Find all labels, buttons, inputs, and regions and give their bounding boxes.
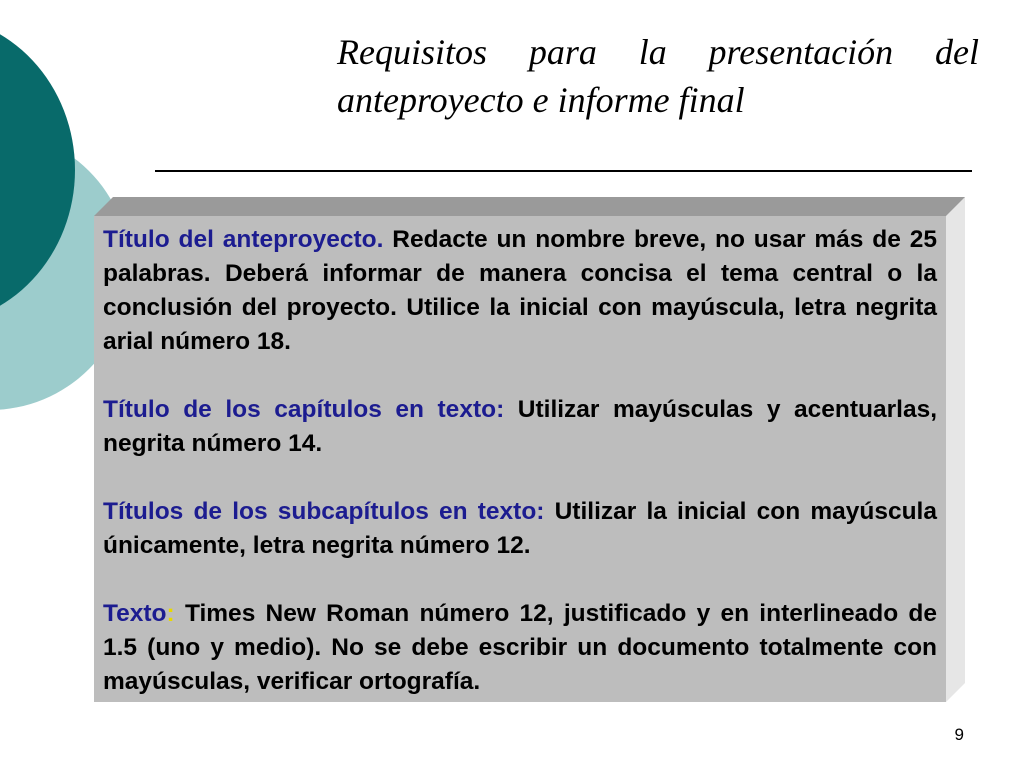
requirement-titulos-subcapitulos (103, 495, 937, 563)
requirement-texto (103, 597, 937, 699)
requirement-titulo-anteproyecto (103, 223, 937, 359)
page-number: 9 (954, 725, 964, 744)
requirement-term: Título de los capítulos en texto: (103, 396, 505, 423)
requirement-text: Utilizar la inicial con mayúscula únicamente, letra negrita número 12. (103, 498, 937, 559)
requirement-term: Texto (103, 600, 167, 627)
requirement-term-suffix: : (166, 600, 175, 627)
requirement-text: Redacte un nombre breve, no usar más de 25 palabras. Deberá informar de manera concisa el tema central o la conclusión del proyecto. Utilice la inicial con mayúscula, letra negrita arial número 18. (103, 226, 937, 355)
slide-title: Requisitos para la presentación del anteproyecto e informe final (337, 32, 979, 120)
content-box-top-bevel (94, 197, 965, 216)
requirement-text: Utilizar mayúsculas y acentuarlas, negrita número 14. (103, 396, 937, 457)
content-box (94, 216, 946, 702)
requirement-term: Títulos de los subcapítulos en texto: (103, 498, 545, 525)
requirement-term: Título del anteproyecto. (103, 226, 384, 253)
title-divider (155, 170, 972, 172)
content-box-side-bevel (946, 197, 965, 702)
requirement-text: Times New Roman número 12, justificado y en interlineado de 1.5 (uno y medio). No se debe escribir un documento totalmente con mayúsculas, verificar ortografía. (103, 600, 937, 695)
requirement-titulo-capitulos (103, 393, 937, 461)
